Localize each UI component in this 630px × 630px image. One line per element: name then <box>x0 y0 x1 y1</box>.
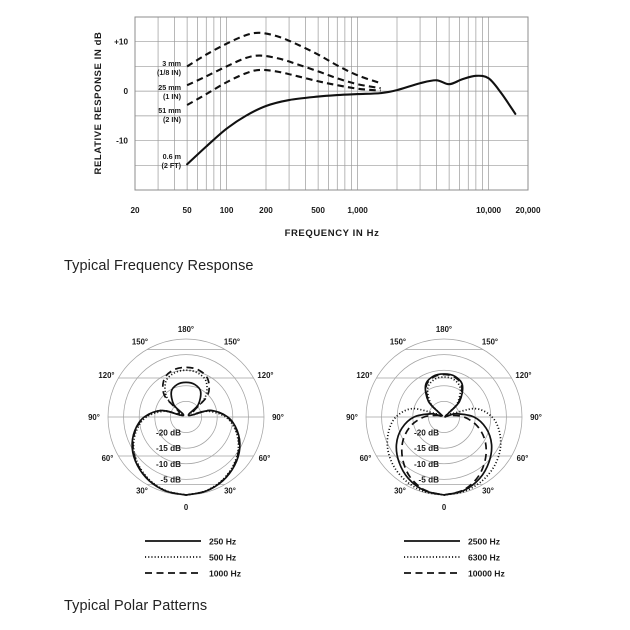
polar-radial-label: -15 dB <box>413 444 439 454</box>
polar-radial-label: -20 dB <box>413 428 439 438</box>
curve-label-d3mm <box>157 59 182 77</box>
legend-label-10000-hz: 10000 Hz <box>468 568 505 579</box>
x-tick-label: 20,000 <box>515 206 541 215</box>
x-axis-tick-labels <box>130 206 541 215</box>
x-axis-title: FREQUENCY IN Hz <box>284 228 380 239</box>
polar-legend-low-frequencies <box>145 536 241 578</box>
polar-angle-label: 60° <box>359 454 372 463</box>
frequency-response-chart <box>0 0 630 245</box>
legend-label-500-hz: 500 Hz <box>209 552 237 563</box>
polar-patterns-chart <box>0 300 630 600</box>
polar-radial-labels <box>156 429 181 485</box>
polar-radial-label: -15 dB <box>155 444 181 454</box>
polar-angle-label: 120° <box>257 371 274 380</box>
polar-patterns-caption: Typical Polar Patterns <box>64 598 208 614</box>
polar-angle-label: 150° <box>223 337 241 347</box>
polar-angle-label: 30° <box>394 486 406 496</box>
curve-label-line1: 0.6 m <box>162 152 181 161</box>
polar-angle-label: 30° <box>482 486 494 496</box>
polar-angle-label: 30° <box>136 486 148 496</box>
freq-grid <box>135 17 528 190</box>
y-tick-label: +10 <box>114 37 128 47</box>
polar-radial-label: -5 dB <box>160 475 181 485</box>
polar-angle-label: 90° <box>530 413 542 422</box>
legend-label-2500-hz: 2500 Hz <box>468 536 501 547</box>
x-tick-label: 10,000 <box>476 206 502 215</box>
curve-label-line2: (1 IN) <box>163 92 181 101</box>
polar-angle-label: 120° <box>98 371 115 380</box>
curve-label-line1: 3 mm <box>162 59 181 68</box>
polar-angle-label: 30° <box>224 486 236 496</box>
y-tick-label: 0 <box>123 87 128 97</box>
polar-angle-label: 90° <box>272 413 284 422</box>
y-axis-tick-labels <box>114 38 128 146</box>
response-curves <box>187 33 515 165</box>
legend-label-6300-hz: 6300 Hz <box>468 552 501 563</box>
polar-angle-label: 120° <box>515 371 532 380</box>
y-axis-title: RELATIVE RESPONSE IN dB <box>93 31 104 175</box>
curve-label-d25mm <box>158 83 181 101</box>
polar-radial-label: -5 dB <box>418 475 439 485</box>
polar-curves <box>132 367 240 495</box>
polar-angle-label: 60° <box>516 454 529 463</box>
polar-legend-high-frequencies <box>404 536 505 578</box>
x-tick-label: 100 <box>219 206 234 215</box>
polar-angle-label: 90° <box>88 413 100 422</box>
polar-angle-labels <box>346 325 542 512</box>
polar-curve-1000-hz <box>133 367 239 495</box>
x-tick-label: 200 <box>259 206 273 215</box>
x-tick-label: 1,000 <box>347 206 368 215</box>
legend-label-250-hz: 250 Hz <box>209 536 237 547</box>
polar-angle-label: 150° <box>389 337 407 347</box>
y-tick-label: -10 <box>116 136 128 146</box>
polar-grid <box>366 339 522 495</box>
polar-angle-label: 60° <box>101 454 114 463</box>
polar-angle-label: 180° <box>177 325 195 334</box>
polar-angle-label: 0 <box>183 503 189 512</box>
frequency-response-caption: Typical Frequency Response <box>64 258 254 274</box>
curve-label-d06m <box>161 152 181 170</box>
x-tick-label: 20 <box>130 206 140 215</box>
polar-angle-label: 150° <box>131 337 149 347</box>
polar-radial-label: -10 dB <box>413 459 439 469</box>
polar-radial-label: -20 dB <box>155 428 181 438</box>
polar-angle-label: 90° <box>346 413 358 422</box>
polar-angle-label: 60° <box>258 454 271 463</box>
response-curve-0-6-m-2-ft <box>187 76 515 165</box>
x-tick-label: 50 <box>182 206 192 215</box>
polar-angle-label: 150° <box>481 337 499 347</box>
proximity-curve-labels <box>157 59 182 170</box>
curve-label-line2: (1/8 IN) <box>157 68 181 77</box>
plot-frame <box>135 17 528 190</box>
polar-plot-high-frequencies <box>346 325 542 512</box>
curve-label-line1: 51 mm <box>158 106 181 115</box>
x-tick-label: 500 <box>311 206 325 215</box>
polar-plot-low-frequencies <box>88 325 284 512</box>
curve-label-line2: (2 IN) <box>163 115 181 124</box>
curve-label-line1: 25 mm <box>158 83 181 92</box>
polar-radial-labels <box>414 429 439 485</box>
polar-angle-label: 180° <box>435 325 453 334</box>
curve-label-line2: (2 FT) <box>161 161 181 170</box>
polar-angle-label: 0 <box>441 503 447 512</box>
polar-angle-label: 120° <box>356 371 373 380</box>
polar-grid <box>108 339 264 495</box>
legend-label-1000-hz: 1000 Hz <box>209 568 242 579</box>
polar-angle-labels <box>88 325 284 512</box>
polar-radial-label: -10 dB <box>155 459 181 469</box>
curve-label-d51mm <box>158 106 181 124</box>
